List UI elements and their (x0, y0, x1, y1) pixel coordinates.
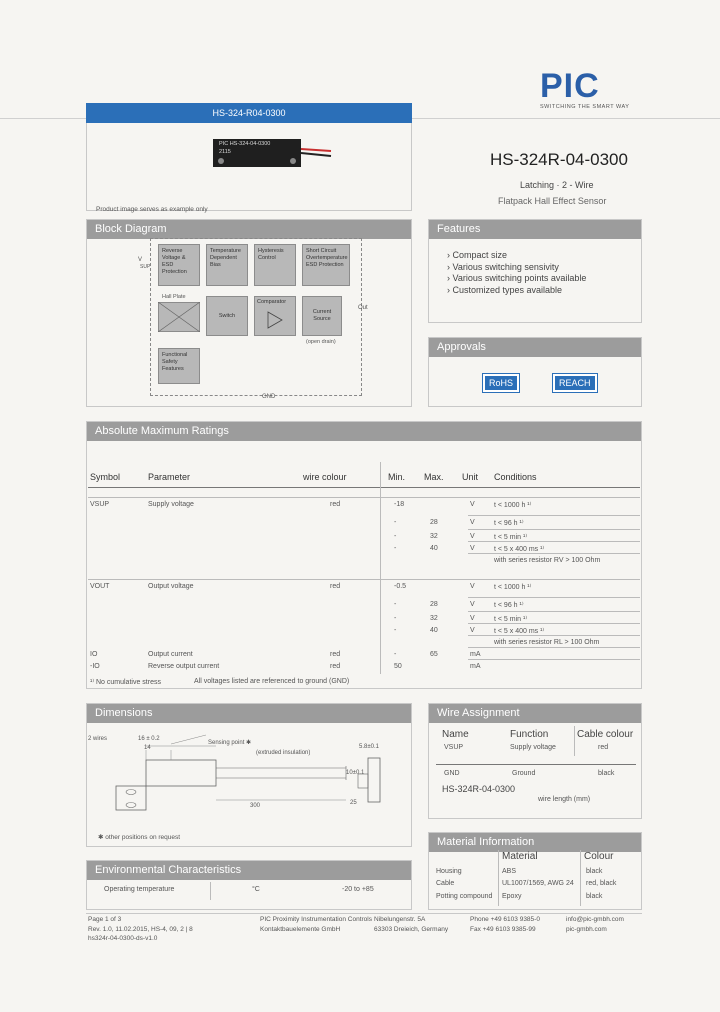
approvals-box (428, 337, 642, 407)
feature-item: › Various switching sensivity (447, 261, 559, 272)
features-header: Features (429, 220, 641, 239)
ratings-cell-cond: t < 96 h ¹⁾ (494, 520, 524, 527)
ratings-cell-max: 28 (430, 519, 438, 526)
ratings-row-rule (88, 579, 640, 580)
env-divider (210, 882, 211, 900)
col-conditions: Conditions (494, 472, 537, 482)
ratings-row-rule (468, 553, 640, 554)
dim-extruded: (extruded insulation) (256, 750, 311, 756)
ratings-cell-wire: red (330, 651, 341, 658)
ratings-cell-cond: t < 1000 h ¹⁾ (494, 502, 532, 509)
ratings-cell-unit: V (470, 627, 475, 634)
product-title: HS-324R-04-0300 (490, 150, 628, 169)
dim-14: 14 (144, 745, 151, 751)
logo-text: PIC (540, 67, 600, 105)
ratings-row-rule (468, 541, 640, 542)
wire-assignment-header: Wire Assignment (429, 704, 641, 723)
ratings-cell-unit: V (470, 501, 475, 508)
ratings-cell-min: - (394, 651, 397, 658)
dimensions-header: Dimensions (87, 704, 411, 723)
dim-300: 300 (250, 803, 261, 809)
ratings-cell-cond: t < 1000 h ¹⁾ (494, 584, 532, 591)
col-min: Min. (388, 472, 406, 482)
footer-company2: Kontaktbauelemente GmbH (260, 925, 341, 933)
ratings-cell-max: 40 (430, 627, 438, 634)
dim-wires: 2 wires (88, 736, 108, 742)
block-short-circuit: Short Circuit Overtemperature ESD Protection (302, 244, 350, 286)
footer-rev: Rev. 1.0, 11.02.2015, HS-4, 09, 2 | 8 (88, 925, 193, 933)
reach-badge: REACH (553, 374, 597, 392)
wa-row-1-colour: red (598, 744, 609, 751)
col-symbol: Symbol (90, 472, 121, 482)
ratings-cell-symbol: VOUT (90, 583, 110, 590)
footer-rule (86, 913, 642, 914)
ratings-footnote-1: ¹⁾ No cumulative stress (90, 679, 161, 686)
footer-phone: Phone +49 6103 9385-0 (470, 916, 540, 923)
features-list (447, 250, 586, 296)
mat-row-1-label: Housing (436, 868, 462, 875)
dim-5-8: 5.8±0.1 (359, 744, 379, 750)
wire-assignment-box (428, 703, 642, 819)
block-reverse-protection: Reverse Voltage & ESD Protection (158, 244, 200, 286)
ratings-row-rule (468, 623, 640, 624)
ratings-cell-cond: t < 5 x 400 ms ¹⁾ (494, 628, 545, 635)
env-label: Operating temperature (104, 886, 175, 893)
ratings-footnote-2: All voltages listed are referenced to ground (GND) (194, 678, 350, 685)
vsup-label (138, 257, 142, 263)
ratings-col-divider (380, 462, 381, 674)
ratings-cell-symbol: -IO (90, 663, 100, 670)
feature-item: › Compact size (447, 250, 508, 260)
wa-length: wire length (mm) (538, 796, 591, 803)
footer-doc: hs324r-04-0300-ds-v1.0 (88, 935, 158, 942)
ratings-cell-max: 65 (430, 651, 438, 658)
wa-col-function: Function (510, 729, 549, 740)
mount-hole-right (290, 158, 296, 164)
vsup-sub: SUP (140, 264, 151, 270)
ratings-cell-unit: V (470, 545, 475, 552)
banner-text: HS-324-R04-0300 (212, 108, 286, 118)
ratings-cell-max: 28 (430, 601, 438, 608)
ratings-row-rule (468, 611, 640, 612)
dim-10: 10±0.1 (346, 770, 365, 776)
wa-row-1-function: Supply voltage (510, 744, 556, 751)
ratings-cell-min: -18 (394, 501, 405, 508)
ratings-cell-cond: with series resistor RL > 100 Ohm (494, 639, 600, 646)
block-temperature-bias: Temperature Dependent Bias (206, 244, 248, 286)
col-wire: wire colour (303, 472, 347, 482)
ratings-cell-parameter: Supply voltage (148, 501, 194, 508)
mat-row-1-colour: black (586, 868, 603, 875)
product-caption: Product image serves as example only (96, 206, 208, 213)
ratings-cell-unit: V (470, 601, 475, 608)
footer-city: 63303 Dreieich, Germany (374, 925, 449, 933)
mat-row-3-label: Potting compound (436, 893, 493, 900)
ratings-row-rule (88, 497, 640, 498)
wa-divider (574, 726, 575, 756)
ratings-cell-min: - (394, 519, 397, 526)
ratings-cell-cond: t < 5 min ¹⁾ (494, 616, 528, 623)
block-comparator (254, 296, 296, 336)
environment-box (86, 860, 412, 910)
features-box (428, 219, 642, 323)
footer (88, 915, 640, 949)
mat-col-colour: Colour (584, 851, 614, 862)
rohs-badge: RoHS (483, 374, 519, 392)
ratings-cell-cond: t < 5 min ¹⁾ (494, 534, 528, 541)
ratings-cell-unit: V (470, 583, 475, 590)
ratings-cell-wire: red (330, 663, 341, 670)
block-functional-safety: Functional Safety Features (158, 348, 200, 384)
wa-rule (436, 764, 636, 765)
ratings-cell-min: - (394, 545, 397, 552)
ratings-cell-unit: V (470, 615, 475, 622)
product-banner (86, 103, 412, 123)
ratings-cell-min: 50 (394, 663, 402, 670)
dim-note: ✱ other positions on request (98, 834, 181, 841)
ratings-cell-parameter: Output current (148, 651, 193, 658)
ratings-header: Absolute Maximum Ratings (87, 422, 641, 441)
ratings-row-rule (468, 635, 640, 636)
col-unit: Unit (462, 472, 479, 482)
wa-label: HS-324R-04-0300 (442, 784, 516, 794)
footer-fax: Fax +49 6103 9385-99 (470, 925, 536, 933)
ratings-row-rule (468, 647, 640, 648)
ratings-cell-unit: mA (470, 663, 481, 670)
mat-col-material: Material (502, 851, 538, 862)
mat-row-1-material: ABS (502, 868, 517, 875)
ratings-row-rule (468, 529, 640, 530)
ratings-cell-min: - (394, 533, 397, 540)
mat-divider-2 (580, 850, 581, 906)
logo-tagline: SWITCHING THE SMART WAY (540, 104, 630, 110)
mount-hole-left (218, 158, 224, 164)
comparator-label: Comparator (257, 299, 287, 305)
vsup-v: V (138, 257, 143, 263)
ratings-cell-symbol: IO (90, 651, 98, 658)
ratings-cell-symbol: VSUP (90, 501, 110, 508)
mat-row-2-label: Cable (436, 880, 455, 887)
ratings-header-rule (88, 487, 640, 488)
mat-row-3-material: Epoxy (502, 893, 522, 900)
footer-web[interactable]: pic-gmbh.com (566, 925, 607, 933)
ratings-cell-parameter: Output voltage (148, 583, 194, 590)
product-description: Flatpack Hall Effect Sensor (498, 196, 607, 206)
ratings-cell-max: 32 (430, 533, 438, 540)
footer-street: Nibelungenstr. 5A (374, 916, 426, 923)
approvals-header: Approvals (429, 338, 641, 357)
ratings-row-rule (468, 515, 640, 516)
sensor-label-1: PIC HS-324-04-0300 (219, 141, 271, 147)
out-label: Out (358, 305, 368, 311)
ratings-cell-wire: red (330, 501, 341, 508)
ratings-row-rule (468, 597, 640, 598)
ratings-row-rule (468, 659, 640, 660)
wa-col-name: Name (442, 729, 469, 740)
block-current-source: Current Source (302, 296, 342, 336)
ratings-cell-cond: with series resistor RV > 100 Ohm (494, 557, 601, 564)
ratings-cell-min: - (394, 601, 397, 608)
wa-row-2-function: Ground (512, 770, 536, 777)
mat-row-2-colour: red, black (586, 880, 617, 887)
ratings-cell-min: -0.5 (394, 583, 407, 590)
col-max: Max. (424, 472, 444, 482)
dim-sensing-point: Sensing point ✱ (208, 740, 252, 746)
gnd-label: GND (262, 394, 276, 400)
ratings-cell-parameter: Reverse output current (148, 663, 220, 670)
open-drain-label: (open drain) (306, 339, 336, 345)
col-parameter: Parameter (148, 472, 191, 482)
sensor-label-2: 2115 (219, 149, 231, 155)
feature-item: › Various switching points available (447, 273, 587, 283)
dim-25: 25 (350, 800, 357, 806)
ratings-cell-max: 40 (430, 545, 438, 552)
dim-16: 16 ± 0.2 (138, 736, 160, 742)
mat-row-2-material: UL1007/1569, AWG 24 (502, 880, 574, 887)
wa-row-2-name: GND (444, 770, 460, 777)
ratings-cell-min: - (394, 627, 397, 634)
ratings-cell-unit: mA (470, 651, 481, 658)
ratings-cell-cond: t < 5 x 400 ms ¹⁾ (494, 546, 545, 553)
wa-row-2-colour: black (598, 770, 615, 777)
ratings-cell-cond: t < 96 h ¹⁾ (494, 602, 524, 609)
footer-page: Page 1 of 3 (88, 916, 122, 923)
ratings-cell-wire: red (330, 583, 341, 590)
environment-header: Environmental Characteristics (87, 861, 411, 880)
comparator-icon (267, 311, 283, 329)
block-switch (206, 296, 248, 336)
wa-row-1-name: VSUP (444, 744, 464, 751)
env-range: -20 to +85 (342, 886, 374, 893)
hall-plate-label: Hall Plate (162, 294, 186, 300)
switch-label: Switch (218, 313, 236, 319)
wa-col-colour: Cable colour (577, 729, 634, 740)
ratings-box (86, 421, 642, 689)
block-hysteresis: Hysteresis Control (254, 244, 296, 286)
logo (540, 68, 629, 110)
feature-item: › Customized types available (447, 284, 563, 295)
product-subtitle: Latching · 2 - Wire (520, 180, 594, 190)
ratings-cell-unit: V (470, 519, 475, 526)
mat-row-3-colour: black (586, 893, 603, 900)
material-header: Material Information (429, 833, 641, 852)
mat-divider (498, 850, 499, 906)
env-unit: °C (252, 886, 260, 893)
block-diagram-header: Block Diagram (87, 220, 411, 239)
ratings-cell-max: 32 (430, 615, 438, 622)
footer-email[interactable]: info@pic-gmbh.com (566, 916, 624, 923)
footer-company: PIC Proximity Instrumentation Controls (260, 916, 372, 923)
ratings-cell-unit: V (470, 533, 475, 540)
hall-plate-icon (158, 302, 200, 332)
ratings-cell-min: - (394, 615, 397, 622)
product-box (86, 103, 412, 211)
